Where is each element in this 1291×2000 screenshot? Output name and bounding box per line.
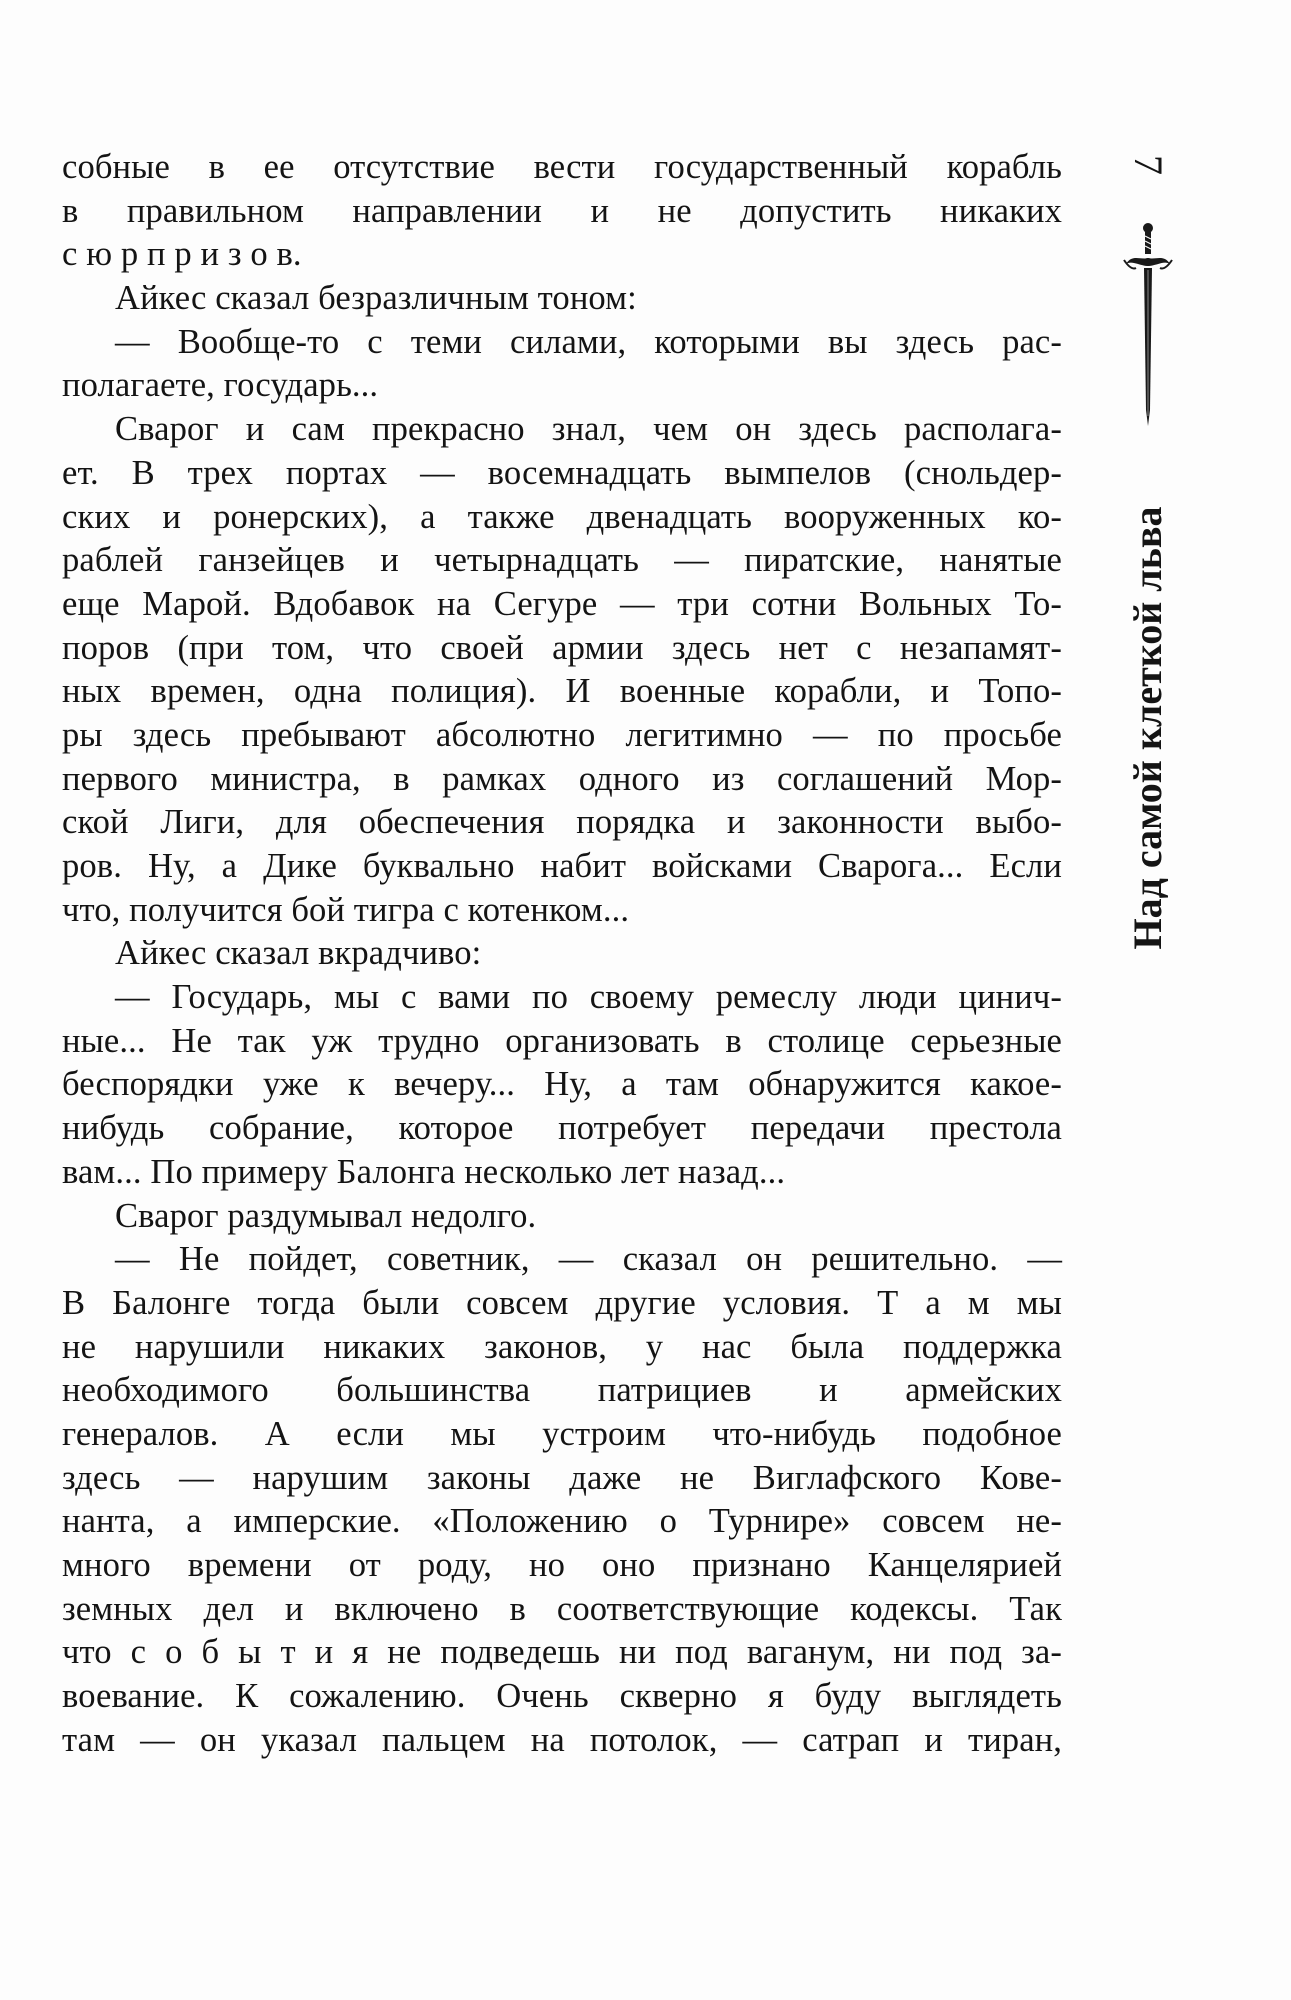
running-title: Над самой клеткой льва [1125, 506, 1170, 950]
text-line: что с о б ы т и я не подведешь ни под ваганум, ни под за- [62, 1633, 1062, 1672]
text-line: первого министра, в рамках одного из соглашений Мор- [62, 759, 1062, 798]
text-line: вам... По примеру Балонга несколько лет назад... [62, 1152, 786, 1191]
text-line: раблей ганзейцев и четырнадцать — пиратские, нанятые [62, 541, 1062, 580]
text-line: полагаете, государь... [62, 366, 379, 405]
body-text [62, 146, 1062, 1762]
text-line: Сварог и сам прекрасно знал, чем он здесь располага- [115, 410, 1062, 449]
text-line: ных времен, одна полиция). И военные корабли, и Топо- [62, 672, 1062, 711]
text-line: ров. Ну, а Дике буквально набит войсками Сварога... Если [62, 847, 1062, 885]
text-line: много времени от роду, но оно признано Канцелярией [62, 1546, 1062, 1584]
text-line: нибудь собрание, которое потребует передачи престола [62, 1109, 1062, 1148]
text-line: В Балонге тогда были совсем другие условия. Т а м мы [62, 1283, 1062, 1322]
text-line: что, получится бой тигра с котенком... [62, 890, 630, 929]
text-line: еще Марой. Вдобавок на Сегуре — три сотни Вольных То- [62, 584, 1062, 623]
text-line: ет. В трех портах — восемнадцать вымпелов (снольдер- [62, 453, 1062, 492]
text-line: с ю р п р и з о в. [62, 235, 302, 274]
text-line: беспорядки уже к вечеру... Ну, а там обнаружится какое- [62, 1065, 1062, 1104]
text-line: собные в ее отсутствие вести государственный корабль [62, 148, 1062, 186]
text-line: генералов. А если мы устроим что-нибудь подобное [62, 1414, 1062, 1453]
text-line: там — он указал пальцем на потолок, — сатрап и тиран, [62, 1720, 1062, 1759]
text-line: необходимого большинства патрициев и армейских [62, 1371, 1062, 1410]
text-line: ской Лиги, для обеспечения порядка и законности выбо- [62, 803, 1062, 842]
text-line: не нарушили никаких законов, у нас была поддержка [62, 1327, 1062, 1366]
page-number: 7 [1126, 155, 1171, 175]
text-line: — Вообще-то с теми силами, которыми вы здесь рас- [115, 322, 1062, 361]
text-line: — Государь, мы с вами по своему ремеслу люди цинич- [115, 978, 1062, 1017]
text-line: воевание. К сожалению. Очень скверно я буду выглядеть [62, 1677, 1062, 1716]
text-line: нанта, а имперские. «Положению о Турнире» совсем не- [62, 1502, 1062, 1541]
text-line: Айкес сказал вкрадчиво: [115, 934, 482, 973]
text-line: Айкес сказал безразличным тоном: [115, 279, 637, 318]
running-head [1108, 140, 1188, 960]
text-line: ные... Не так уж трудно организовать в столице серьезные [62, 1021, 1062, 1060]
sword-icon [1122, 220, 1174, 430]
text-line: в правильном направлении и не допустить никаких [62, 191, 1062, 230]
text-line: — Не пойдет, советник, — сказал он решительно. — [115, 1240, 1062, 1279]
text-line: ры здесь пребывают абсолютно легитимно — по просьбе [62, 715, 1062, 754]
text-line: здесь — нарушим законы даже не Виглафского Кове- [62, 1458, 1062, 1497]
text-line: ских и ронерских), а также двенадцать вооруженных ко- [62, 497, 1062, 536]
text-line: земных дел и включено в соответствующие кодексы. Так [62, 1589, 1062, 1628]
text-line: поров (при том, что своей армии здесь нет с незапамят- [62, 628, 1062, 667]
text-line: Сварог раздумывал недолго. [115, 1196, 537, 1235]
